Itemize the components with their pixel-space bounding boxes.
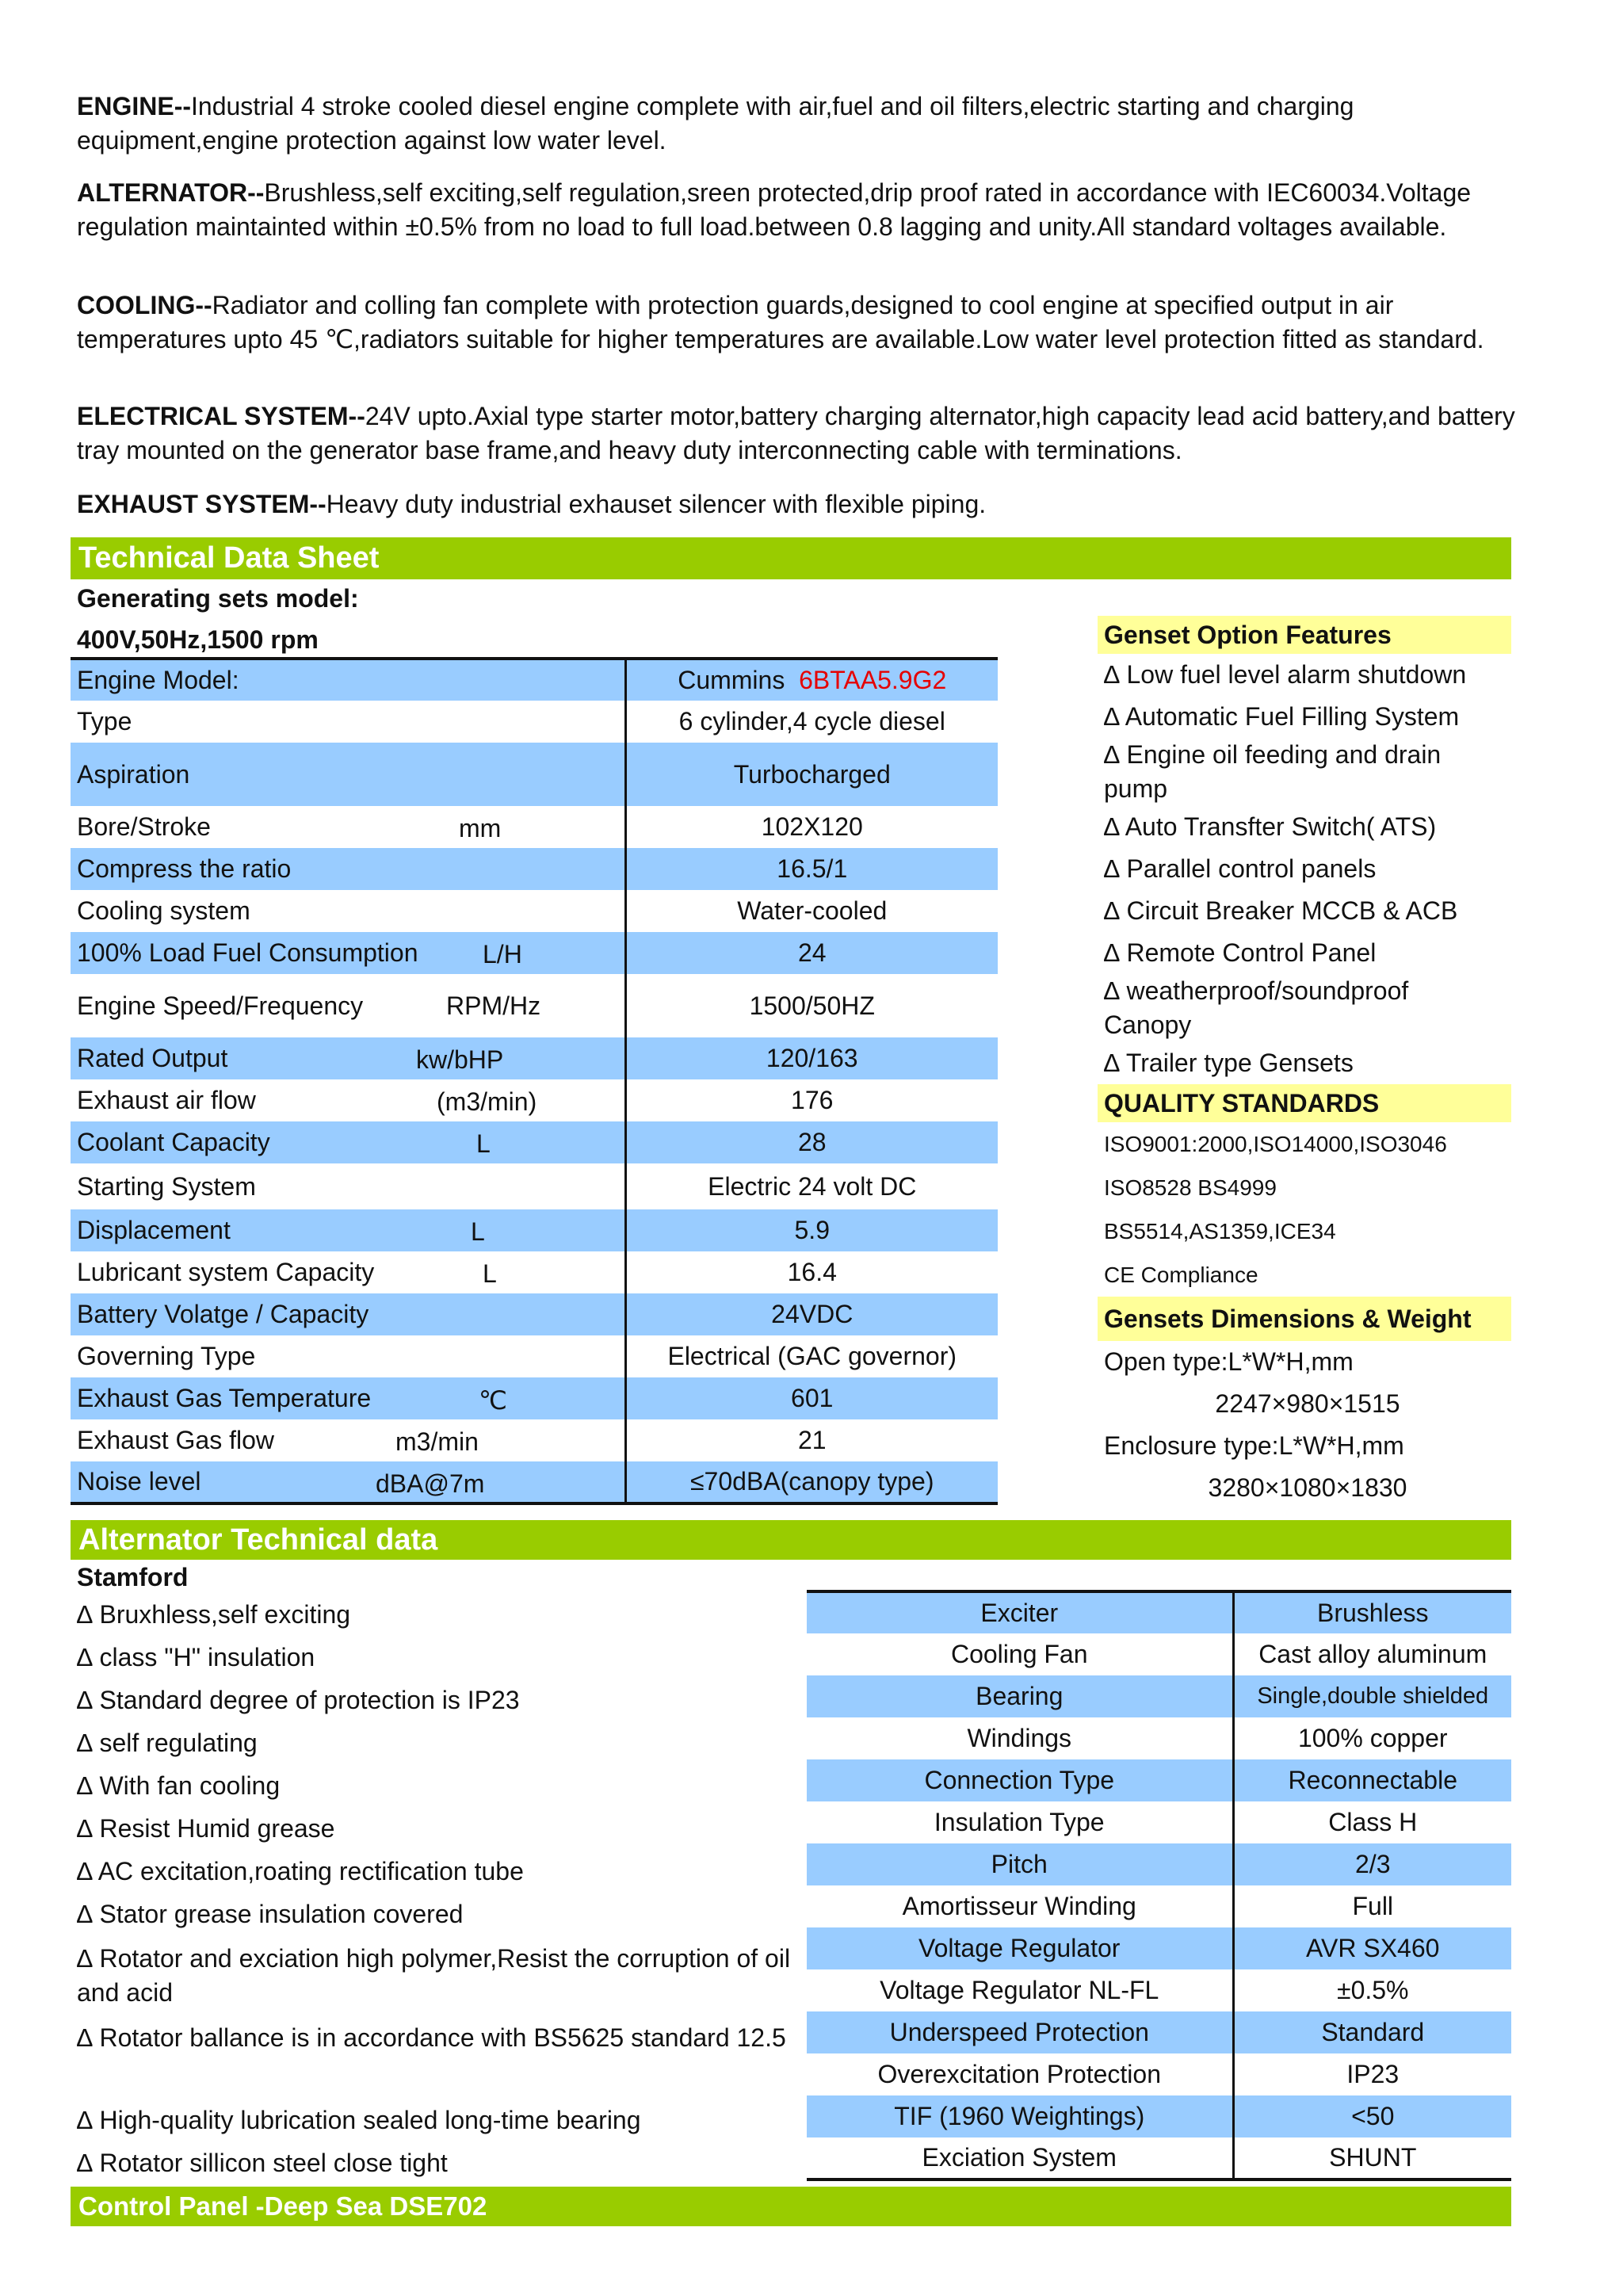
row-label-text: Governing Type [77, 1342, 256, 1370]
row-label-text: Compress the ratio [77, 854, 292, 883]
table-row [71, 1163, 998, 1209]
table-row [71, 701, 998, 743]
model-spec: 400V,50Hz,1500 rpm [77, 625, 319, 654]
row-value: 601 [625, 1377, 998, 1419]
table-row [807, 2095, 1511, 2137]
alternator-text: Brushless,self exciting,self regulation,sreen protected,drip proof rated in accordance with IEC60034.Voltage regulation maintainted within ±0.5% from no load to full load.between 0.8 lagging and unity.All standard voltages available. [77, 178, 1472, 241]
spec-key: Cooling Fan [950, 1640, 1088, 1668]
technical-data-table [71, 657, 998, 1505]
spec-value: <50 [1233, 2095, 1511, 2137]
list-item: ∆ Stator grease insulation covered [77, 1900, 464, 1928]
row-label-text: Noise level [77, 1467, 201, 1496]
side-panel [1098, 616, 1511, 1509]
spec-key: TIF (1960 Weightings) [807, 2095, 1233, 2137]
row-unit: m3/min [395, 1427, 479, 1456]
spec-key: Voltage Regulator NL-FL [880, 1976, 1159, 2004]
row-label-text: Exhaust air flow [77, 1086, 256, 1114]
table-row [807, 2011, 1511, 2053]
row-label [71, 1079, 625, 1121]
genset-options-header: Genset Option Features [1098, 616, 1511, 654]
cooling-heading: COOLING-- [77, 291, 212, 319]
cooling-text: Radiator and colling fan complete with protection guards,designed to cool engine at specified output in air temperatures upto 45 ℃,radiators suitable for higher temperatures are available.Low water level protection fitted as standard. [77, 291, 1484, 353]
row-value: 176 [625, 1079, 998, 1121]
exhaust-paragraph [77, 487, 1527, 521]
spec-value: AVR SX460 [1233, 1927, 1511, 1969]
row-value: Water-cooled [625, 890, 998, 932]
list-item: ∆ Automatic Fuel Filling System [1104, 702, 1460, 731]
engine-heading: ENGINE-- [77, 92, 191, 120]
row-value: Electric 24 volt DC [625, 1163, 998, 1209]
row-label [71, 1163, 625, 1209]
row-label [71, 848, 625, 890]
electrical-text: 24V upto.Axial type starter motor,battery charging alternator,high capacity lead acid battery,and battery tray mounted on the generator base frame,and heavy duty interconnecting cable with terminations. [77, 402, 1515, 464]
row-label [71, 1251, 625, 1293]
row-label-text: Coolant Capacity [77, 1128, 270, 1156]
list-item: ∆ weatherproof/soundproof Canopy [1104, 976, 1409, 1039]
row-unit: RPM/Hz [446, 991, 541, 1020]
list-item: CE Compliance [1104, 1263, 1258, 1287]
row-unit: ℃ [479, 1386, 507, 1415]
engine-paragraph [77, 90, 1527, 158]
table-row [807, 2053, 1511, 2095]
row-label [71, 1419, 625, 1461]
list-item: ∆ Rotator and exciation high polymer,Resist the corruption of oil and acid [77, 1944, 791, 2007]
row-value: Electrical (GAC governor) [625, 1335, 998, 1377]
table-row [807, 1927, 1511, 1969]
spec-value: 2/3 [1233, 1843, 1511, 1885]
alternator-data-title: Alternator Technical data [78, 1523, 438, 1557]
row-value: 16.4 [625, 1251, 998, 1293]
row-label [71, 659, 625, 701]
spec-key: Exciation System [807, 2137, 1233, 2179]
alternator-spec-table [807, 1590, 1511, 2181]
table-row [71, 1335, 998, 1377]
table-row [807, 1885, 1511, 1927]
spec-key: Connection Type [807, 1759, 1233, 1801]
table-row [71, 974, 998, 1037]
model-label: Generating sets model: [77, 584, 359, 613]
row-value: ≤70dBA(canopy type) [625, 1461, 998, 1503]
spec-value: Class H [1233, 1801, 1511, 1843]
row-label-text: Displacement [77, 1216, 231, 1244]
table-row [71, 743, 998, 806]
spec-value: ±0.5% [1233, 1969, 1511, 2011]
row-label [71, 1121, 625, 1163]
quality-standards-header: QUALITY STANDARDS [1098, 1084, 1511, 1122]
table-row [807, 1843, 1511, 1885]
table-row [807, 1801, 1511, 1843]
row-unit: mm [459, 814, 502, 842]
row-value: 102X120 [625, 806, 998, 848]
list-item: ∆ class "H" insulation [77, 1643, 315, 1671]
table-row [807, 1969, 1511, 2011]
row-label [71, 1037, 625, 1079]
row-unit: L/H [483, 940, 522, 968]
spec-key: Amortisseur Winding [902, 1892, 1136, 1920]
row-label [71, 932, 625, 974]
row-label-text: Exhaust Gas flow [77, 1426, 274, 1454]
spec-key: Overexcitation Protection [877, 2060, 1161, 2088]
spec-key: Underspeed Protection [807, 2011, 1233, 2053]
row-label-text: Exhaust Gas Temperature [77, 1384, 372, 1412]
row-value [625, 659, 998, 701]
list-item: ∆ Remote Control Panel [1104, 938, 1377, 967]
row-label-text: Rated Output [77, 1044, 228, 1072]
list-item: ISO8528 BS4999 [1104, 1175, 1277, 1200]
table-row [71, 848, 998, 890]
table-row [71, 659, 998, 701]
spec-value: Cast alloy aluminum [1233, 1633, 1511, 1675]
spec-key: Pitch [807, 1843, 1233, 1885]
row-value: 24 [625, 932, 998, 974]
spec-key: Exciter [807, 1591, 1233, 1633]
row-value: 6 cylinder,4 cycle diesel [625, 701, 998, 743]
row-label-text: Engine Model: [77, 666, 239, 694]
list-item: ∆ Auto Transfter Switch( ATS) [1104, 812, 1437, 841]
table-row [71, 1121, 998, 1163]
row-label-text: Aspiration [77, 759, 190, 789]
table-row [807, 1591, 1511, 1633]
row-label [71, 1335, 625, 1377]
row-value: 1500/50HZ [625, 974, 998, 1037]
table-row [807, 1759, 1511, 1801]
row-unit: dBA@7m [376, 1469, 485, 1498]
spec-value: Full [1233, 1885, 1511, 1927]
dim-enclosure-value: 3280×1080×1830 [1208, 1473, 1407, 1502]
row-unit: (m3/min) [437, 1087, 537, 1116]
row-label-text: Engine Speed/Frequency [77, 991, 364, 1020]
spec-value: Brushless [1233, 1591, 1511, 1633]
list-item: ∆ Standard degree of protection is IP23 [77, 1686, 520, 1714]
spec-value: 100% copper [1233, 1717, 1511, 1759]
table-row [71, 1209, 998, 1251]
dim-open-value: 2247×980×1515 [1215, 1389, 1400, 1418]
list-item: ∆ High-quality lubrication sealed long-time bearing [77, 2106, 641, 2134]
row-label [71, 1377, 625, 1419]
row-label [71, 890, 625, 932]
list-item: ∆ Resist Humid grease [77, 1814, 335, 1843]
row-unit: L [471, 1217, 485, 1246]
list-item: ∆ Rotator ballance is in accordance with BS5625 standard 12.5 [77, 2023, 786, 2052]
row-value: 5.9 [625, 1209, 998, 1251]
table-row [71, 806, 998, 848]
spec-value: IP23 [1233, 2053, 1511, 2095]
row-label [71, 1293, 625, 1335]
control-panel-title: Control Panel -Deep Sea DSE702 [78, 2191, 487, 2221]
table-row [71, 932, 998, 974]
table-row [71, 1293, 998, 1335]
row-label-text: Battery Volatge / Capacity [77, 1300, 369, 1328]
list-item: ∆ With fan cooling [77, 1771, 281, 1800]
list-item: ∆ Low fuel level alarm shutdown [1104, 660, 1467, 689]
engine-text: Industrial 4 stroke cooled diesel engine complete with air,fuel and oil filters,electric starting and charging equipment,engine protection against low water level. [77, 92, 1354, 155]
list-item: ∆ Parallel control panels [1104, 854, 1377, 883]
list-item: ∆ Rotator sillicon steel close tight [77, 2149, 448, 2177]
spec-value: Standard [1233, 2011, 1511, 2053]
table-row [71, 1251, 998, 1293]
row-label-text: Starting System [77, 1171, 256, 1201]
row-label [71, 1209, 625, 1251]
list-item: ∆ Engine oil feeding and drain pump [1104, 740, 1442, 803]
spec-key: Windings [967, 1724, 1072, 1752]
dim-open-label: Open type:L*W*H,mm [1104, 1347, 1354, 1376]
row-label [71, 806, 625, 848]
alternator-feature-list [77, 1593, 806, 2184]
engine-brand: Cummins [678, 666, 785, 694]
row-unit: L [476, 1129, 491, 1158]
dimensions-header: Gensets Dimensions & Weight [1098, 1297, 1511, 1341]
row-label [71, 974, 625, 1037]
row-value: 28 [625, 1121, 998, 1163]
row-value: 24VDC [625, 1293, 998, 1335]
electrical-paragraph [77, 399, 1527, 468]
spec-value: Reconnectable [1233, 1759, 1511, 1801]
exhaust-text: Heavy duty industrial exhauset silencer with flexible piping. [326, 490, 987, 518]
row-label-text: Cooling system [77, 896, 250, 925]
control-panel-bar [71, 2187, 1511, 2226]
spec-value: Single,double shielded [1233, 1675, 1511, 1717]
row-label-text: Type [77, 707, 132, 735]
alternator-heading: ALTERNATOR-- [77, 178, 265, 207]
row-label-text: Bore/Stroke [77, 812, 211, 841]
row-unit: kw/bHP [416, 1045, 504, 1074]
list-item: ∆ AC excitation,roating rectification tube [77, 1857, 524, 1885]
row-label [71, 701, 625, 743]
row-label-text: Lubricant system Capacity [77, 1258, 375, 1286]
row-value: 120/163 [625, 1037, 998, 1079]
table-row [71, 1377, 998, 1419]
row-label-text: 100% Load Fuel Consumption [77, 938, 418, 967]
table-row [71, 1079, 998, 1121]
spec-key: Insulation Type [934, 1808, 1105, 1836]
table-row [71, 1419, 998, 1461]
table-row [71, 890, 998, 932]
list-item: ∆ Circuit Breaker MCCB & ACB [1104, 896, 1458, 925]
spec-key: Voltage Regulator [807, 1927, 1233, 1969]
list-item: ∆ Trailer type Gensets [1104, 1049, 1354, 1077]
electrical-heading: ELECTRICAL SYSTEM-- [77, 402, 365, 430]
dim-enclosure-label: Enclosure type:L*W*H,mm [1104, 1431, 1404, 1460]
technical-data-sheet-title: Technical Data Sheet [78, 541, 380, 575]
list-item: ISO9001:2000,ISO14000,ISO3046 [1104, 1132, 1447, 1156]
row-label [71, 743, 625, 806]
alternator-brand: Stamford [77, 1563, 189, 1591]
alternator-data-bar [71, 1520, 1511, 1560]
table-row [807, 1717, 1511, 1759]
spec-value: SHUNT [1233, 2137, 1511, 2179]
row-label [71, 1461, 625, 1503]
table-row [807, 2137, 1511, 2179]
list-item: BS5514,AS1359,ICE34 [1104, 1219, 1336, 1244]
row-value: 21 [625, 1419, 998, 1461]
row-value: Turbocharged [625, 743, 998, 806]
table-row [807, 1633, 1511, 1675]
cooling-paragraph [77, 288, 1527, 357]
row-unit: L [483, 1259, 497, 1288]
engine-model-code: 6BTAA5.9G2 [799, 666, 947, 694]
table-row [71, 1461, 998, 1503]
exhaust-heading: EXHAUST SYSTEM-- [77, 490, 327, 518]
table-row [807, 1675, 1511, 1717]
technical-data-sheet-bar [71, 537, 1511, 579]
list-item: ∆ Bruxhless,self exciting [77, 1600, 351, 1629]
alternator-paragraph [77, 176, 1527, 244]
table-row [71, 1037, 998, 1079]
row-value: 16.5/1 [625, 848, 998, 890]
spec-key: Bearing [807, 1675, 1233, 1717]
list-item: ∆ self regulating [77, 1729, 258, 1757]
